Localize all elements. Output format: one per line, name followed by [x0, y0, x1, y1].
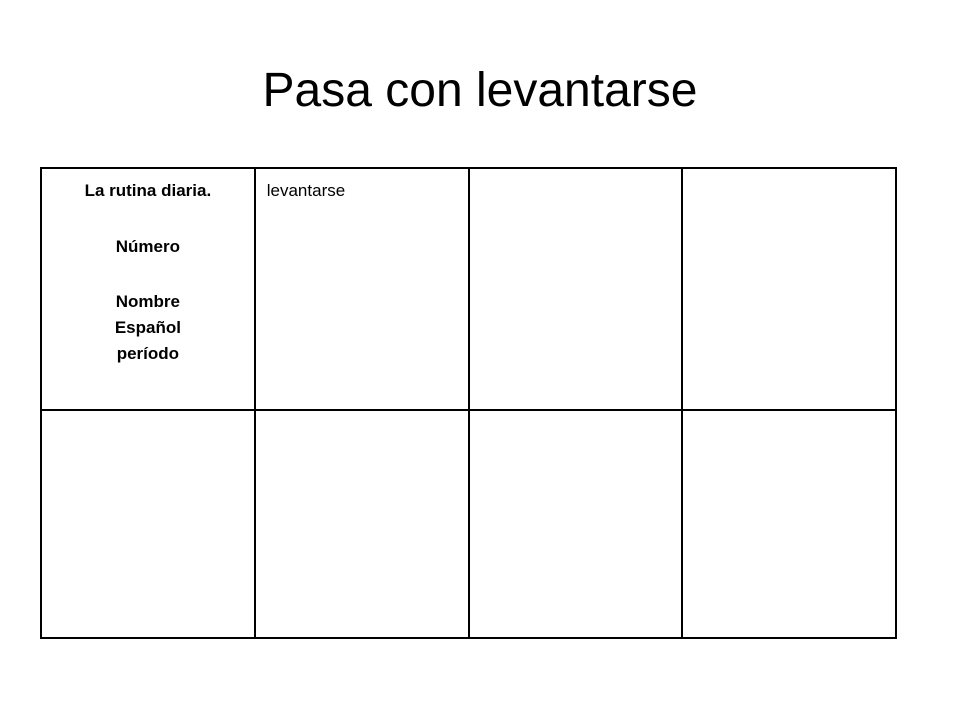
grid-row-top: [41, 168, 896, 410]
empty-cell: [682, 410, 896, 638]
header-cell: [41, 168, 255, 410]
period-label: período: [116, 344, 180, 363]
empty-cell: [469, 410, 683, 638]
number-label: Número: [115, 237, 180, 256]
empty-cell: [255, 410, 469, 638]
name-label: Nombre: [115, 292, 180, 311]
grid-row-bottom: [41, 410, 896, 638]
worksheet-title: La rutina diaria.: [84, 181, 212, 200]
slide-title: Pasa con levantarse: [262, 64, 698, 117]
empty-cell: [41, 410, 255, 638]
worksheet-grid: [40, 167, 897, 639]
empty-cell: [469, 168, 683, 410]
word-cell: [255, 168, 469, 410]
empty-cell: [682, 168, 896, 410]
subject-label: Español: [114, 318, 181, 337]
vocabulary-word: levantarse: [266, 181, 346, 200]
